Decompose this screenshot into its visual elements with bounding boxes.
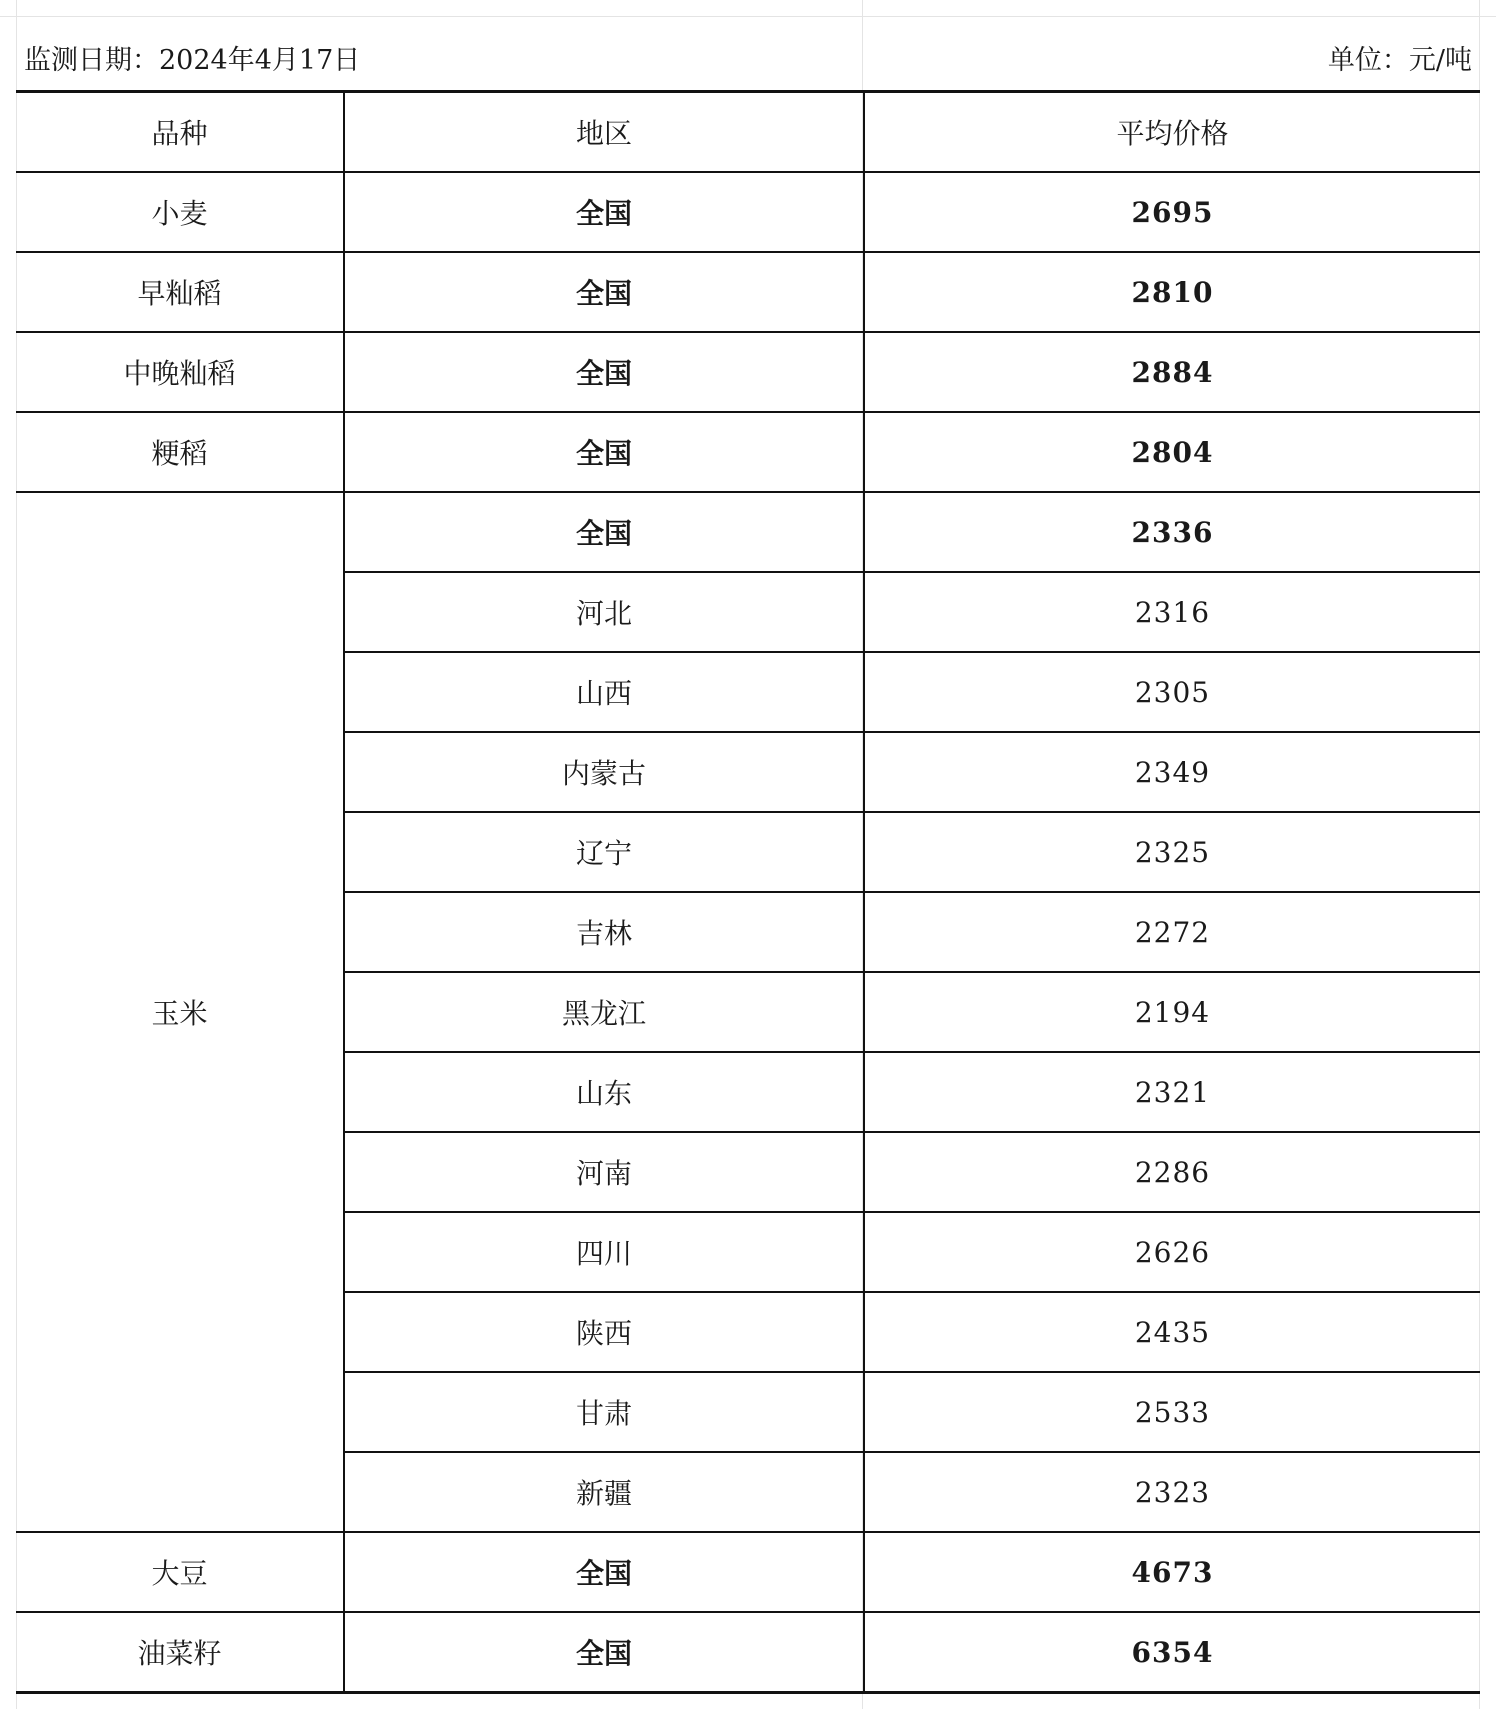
cell-price: 2435 [864,1292,1480,1372]
cell-variety: 玉米 [16,492,344,1532]
cell-price: 2325 [864,812,1480,892]
unit-label: 单位：元/吨 [1327,45,1472,76]
monitor-date: 监测日期：2024年4月17日 [24,45,361,76]
cell-variety: 大豆 [16,1532,344,1612]
cell-region: 河北 [344,572,864,652]
table-row [16,412,1480,492]
cell-price: 6354 [864,1612,1480,1693]
cell-region: 甘肃 [344,1372,864,1452]
cell-price: 2323 [864,1452,1480,1532]
table-header-row [16,92,1480,173]
cell-region: 黑龙江 [344,972,864,1052]
cell-region: 河南 [344,1132,864,1212]
cell-region: 山东 [344,1052,864,1132]
cell-region: 四川 [344,1212,864,1292]
cell-region: 全国 [344,332,864,412]
cell-price: 2336 [864,492,1480,572]
table-row [16,252,1480,332]
cell-region: 全国 [344,252,864,332]
table-row [16,492,1480,572]
cell-region: 全国 [344,1612,864,1693]
cell-price: 2349 [864,732,1480,812]
table-row [16,1612,1480,1693]
grain-price-table [16,90,1480,1694]
cell-region: 山西 [344,652,864,732]
cell-variety: 早籼稻 [16,252,344,332]
cell-price: 2533 [864,1372,1480,1452]
cell-price: 2695 [864,172,1480,252]
table-row [16,332,1480,412]
cell-region: 全国 [344,172,864,252]
cell-price: 2321 [864,1052,1480,1132]
cell-variety: 油菜籽 [16,1612,344,1693]
cell-region: 全国 [344,492,864,572]
cell-price: 2316 [864,572,1480,652]
sheet-meta-row [16,16,1480,90]
cell-region: 新疆 [344,1452,864,1532]
cell-region: 陕西 [344,1292,864,1372]
cell-region: 吉林 [344,892,864,972]
cell-region: 内蒙古 [344,732,864,812]
cell-price: 4673 [864,1532,1480,1612]
cell-region: 全国 [344,1532,864,1612]
table-row [16,1532,1480,1612]
cell-region: 全国 [344,412,864,492]
cell-region: 辽宁 [344,812,864,892]
cell-price: 2810 [864,252,1480,332]
cell-variety: 粳稻 [16,412,344,492]
cell-variety: 中晚籼稻 [16,332,344,412]
cell-price: 2272 [864,892,1480,972]
cell-price: 2884 [864,332,1480,412]
price-sheet [16,16,1480,1694]
cell-variety: 小麦 [16,172,344,252]
cell-price: 2626 [864,1212,1480,1292]
cell-price: 2194 [864,972,1480,1052]
column-header-price: 平均价格 [864,92,1480,173]
column-header-region: 地区 [344,92,864,173]
cell-price: 2305 [864,652,1480,732]
table-row [16,172,1480,252]
column-header-variety: 品种 [16,92,344,173]
cell-price: 2286 [864,1132,1480,1212]
cell-price: 2804 [864,412,1480,492]
table-body [16,172,1480,1693]
